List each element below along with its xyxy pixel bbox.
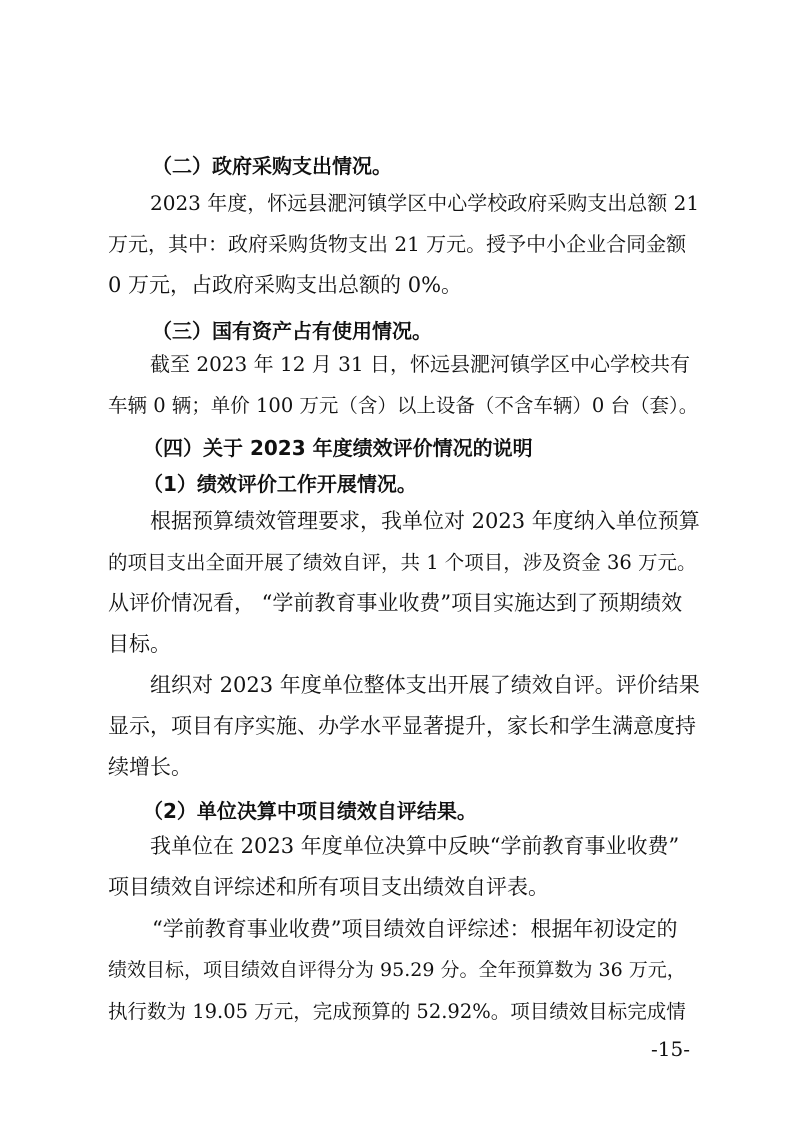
- para1-line-2: 的项目支出全面开展了绩效自评，共 1 个项目，涉及资金 36 万元。: [108, 551, 697, 574]
- para3-line-2: 项目绩效自评综述和所有项目支出绩效自评表。: [108, 875, 549, 899]
- para4-line-1: “学前教育事业收费”项目绩效自评综述：根据年初设定的: [152, 917, 678, 941]
- procurement-line-3: 0 万元，占政府采购支出总额的 0%。: [108, 273, 463, 297]
- para4-line-3: 执行数为 19.05 万元，完成预算的 52.92%。项目绩效目标完成情: [108, 1000, 686, 1023]
- procurement-line-1: 2023 年度，怀远县淝河镇学区中心学校政府采购支出总额 21: [150, 191, 700, 215]
- procurement-line-2: 万元，其中：政府采购货物支出 21 万元。授予中小企业合同金额: [108, 232, 687, 256]
- assets-line-1: 截至 2023 年 12 月 31 日，怀远县淝河镇学区中心学校共有: [150, 352, 690, 376]
- page-number: -15-: [651, 1037, 690, 1061]
- para2-line-1: 组织对 2023 年度单位整体支出开展了绩效自评。评价结果: [150, 673, 700, 697]
- section-heading-performance: （四）关于 2023 年度绩效评价情况的说明: [143, 436, 533, 460]
- para4-line-2: 绩效目标，项目绩效自评得分为 95.29 分。全年预算数为 36 万元，: [108, 959, 686, 981]
- para3-line-1: 我单位在 2023 年度单位决算中反映“学前教育事业收费”: [150, 834, 680, 858]
- section-heading-procurement: （二）政府采购支出情况。: [152, 154, 392, 178]
- section-heading-assets: （三）国有资产占有使用情况。: [152, 319, 432, 343]
- sub-heading-results: （2）单位决算中项目绩效自评结果。: [143, 799, 477, 823]
- para2-line-3: 续增长。: [108, 755, 192, 779]
- para1-line-4: 目标。: [108, 632, 171, 656]
- para2-line-2: 显示，项目有序实施、办学水平显著提升，家长和学生满意度持: [108, 714, 696, 738]
- para1-line-1: 根据预算绩效管理要求，我单位对 2023 年度纳入单位预算: [150, 509, 700, 533]
- sub-heading-evaluation: （1）绩效评价工作开展情况。: [143, 472, 417, 496]
- assets-line-2: 车辆 0 辆；单价 100 万元（含）以上设备（不含车辆）0 台（套）。: [108, 394, 699, 417]
- para1-line-3: 从评价情况看， “学前教育事业收费”项目实施达到了预期绩效: [108, 591, 683, 615]
